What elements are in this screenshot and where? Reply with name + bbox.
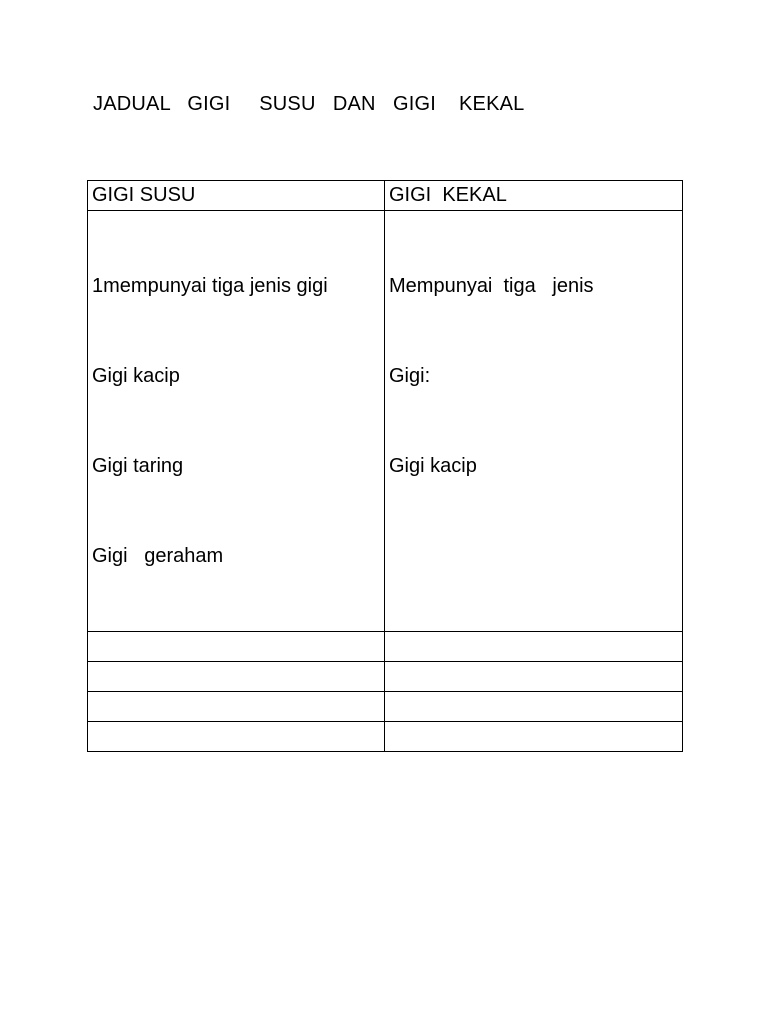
empty-cell xyxy=(385,692,683,722)
table-row xyxy=(88,211,683,632)
table-row-empty xyxy=(88,632,683,662)
gigi-susu-line: 1mempunyai tiga jenis gigi xyxy=(92,275,328,297)
empty-cell xyxy=(88,662,385,692)
header-gigi-susu: GIGI SUSU xyxy=(88,181,385,211)
empty-cell xyxy=(385,632,683,662)
table-header-row xyxy=(88,181,683,211)
empty-cell xyxy=(88,722,385,752)
empty-cell xyxy=(88,632,385,662)
empty-cell xyxy=(88,692,385,722)
gigi-susu-line: Gigi kacip xyxy=(92,365,180,387)
gigi-kekal-line: Mempunyai tiga jenis xyxy=(389,275,594,297)
gigi-susu-line: Gigi geraham xyxy=(92,545,224,567)
gigi-kekal-cell xyxy=(385,211,683,632)
table-row-empty xyxy=(88,722,683,752)
teeth-comparison-table xyxy=(87,180,683,752)
gigi-kekal-line: Gigi: xyxy=(389,365,431,387)
page-title: JADUAL GIGI SUSU DAN GIGI KEKAL xyxy=(93,93,525,115)
header-gigi-kekal: GIGI KEKAL xyxy=(385,181,683,211)
table-row-empty xyxy=(88,662,683,692)
empty-cell xyxy=(385,722,683,752)
table-row-empty xyxy=(88,692,683,722)
gigi-kekal-line: Gigi kacip xyxy=(389,455,477,477)
empty-cell xyxy=(385,662,683,692)
gigi-susu-line: Gigi taring xyxy=(92,455,184,477)
gigi-susu-cell xyxy=(88,211,385,632)
